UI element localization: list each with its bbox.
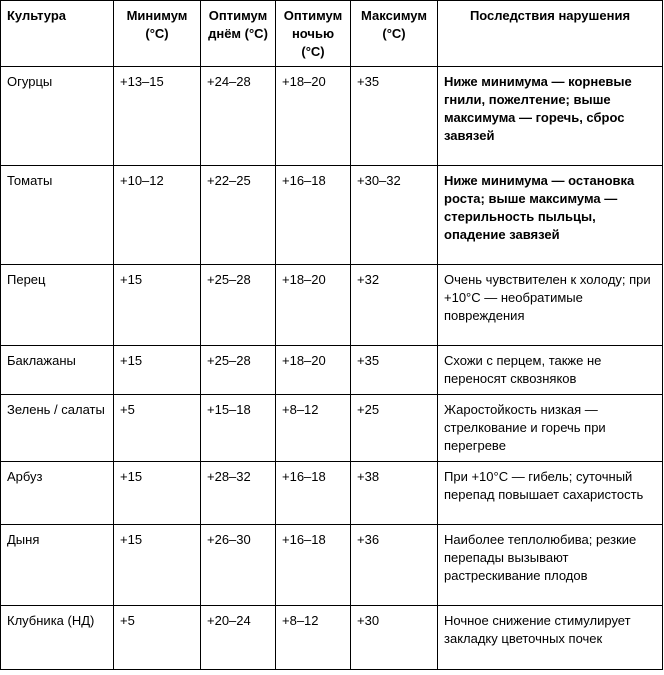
cell-opt-night: +8–12: [276, 606, 351, 670]
header-min: Минимум (°С): [114, 1, 201, 67]
cell-crop: Клубника (НД): [1, 606, 114, 670]
cell-opt-night: +16–18: [276, 166, 351, 265]
table-row: [1, 346, 663, 395]
cell-min: +10–12: [114, 166, 201, 265]
cell-opt-night: +8–12: [276, 395, 351, 462]
cell-min: +15: [114, 265, 201, 346]
cell-opt-night: +16–18: [276, 525, 351, 606]
header-opt-day: Оптимум днём (°С): [201, 1, 276, 67]
cell-crop: Дыня: [1, 525, 114, 606]
cell-consequences: Наиболее теплолюбива; резкие перепады вызывают растрескивание плодов: [438, 525, 663, 606]
cell-max: +30: [351, 606, 438, 670]
cell-opt-day: +25–28: [201, 346, 276, 395]
cell-consequences: Очень чувствителен к холоду; при +10°С — необратимые повреждения: [438, 265, 663, 346]
table-row: [1, 265, 663, 346]
cell-crop: Баклажаны: [1, 346, 114, 395]
cell-opt-day: +20–24: [201, 606, 276, 670]
table-row: [1, 166, 663, 265]
cell-min: +15: [114, 525, 201, 606]
table-row: [1, 606, 663, 670]
table-row: [1, 525, 663, 606]
header-row: [1, 1, 663, 67]
cell-opt-day: +28–32: [201, 462, 276, 525]
header-crop: Культура: [1, 1, 114, 67]
table-row: [1, 395, 663, 462]
cell-crop: Перец: [1, 265, 114, 346]
cell-min: +15: [114, 346, 201, 395]
cell-max: +35: [351, 346, 438, 395]
cell-opt-day: +26–30: [201, 525, 276, 606]
cell-opt-day: +24–28: [201, 67, 276, 166]
cell-max: +38: [351, 462, 438, 525]
cell-min: +5: [114, 606, 201, 670]
cell-crop: Зелень / салаты: [1, 395, 114, 462]
cell-opt-night: +16–18: [276, 462, 351, 525]
cell-crop: Томаты: [1, 166, 114, 265]
cell-opt-night: +18–20: [276, 67, 351, 166]
cell-min: +5: [114, 395, 201, 462]
cell-min: +13–15: [114, 67, 201, 166]
cell-max: +30–32: [351, 166, 438, 265]
cell-opt-night: +18–20: [276, 265, 351, 346]
cell-min: +15: [114, 462, 201, 525]
cell-consequences: Ниже минимума — корневые гнили, пожелтение; выше максимума — горечь, сброс завязей: [438, 67, 663, 166]
header-max: Максимум (°С): [351, 1, 438, 67]
cell-max: +32: [351, 265, 438, 346]
cell-opt-day: +22–25: [201, 166, 276, 265]
cell-consequences: При +10°С — гибель; суточный перепад повышает сахаристость: [438, 462, 663, 525]
header-opt-night: Оптимум ночью (°С): [276, 1, 351, 67]
cell-opt-day: +15–18: [201, 395, 276, 462]
cell-max: +35: [351, 67, 438, 166]
cell-opt-day: +25–28: [201, 265, 276, 346]
cell-consequences: Ночное снижение стимулирует закладку цветочных почек: [438, 606, 663, 670]
cell-consequences: Схожи с перцем, также не переносят сквозняков: [438, 346, 663, 395]
cell-consequences: Ниже минимума — остановка роста; выше максимума — стерильность пыльцы, опадение завязей: [438, 166, 663, 265]
table-row: [1, 67, 663, 166]
cell-max: +36: [351, 525, 438, 606]
cell-max: +25: [351, 395, 438, 462]
cell-consequences: Жаростойкость низкая — стрелкование и горечь при перегреве: [438, 395, 663, 462]
cell-crop: Огурцы: [1, 67, 114, 166]
cell-crop: Арбуз: [1, 462, 114, 525]
header-consequences: Последствия нарушения: [438, 1, 663, 67]
cell-opt-night: +18–20: [276, 346, 351, 395]
table-row: [1, 462, 663, 525]
